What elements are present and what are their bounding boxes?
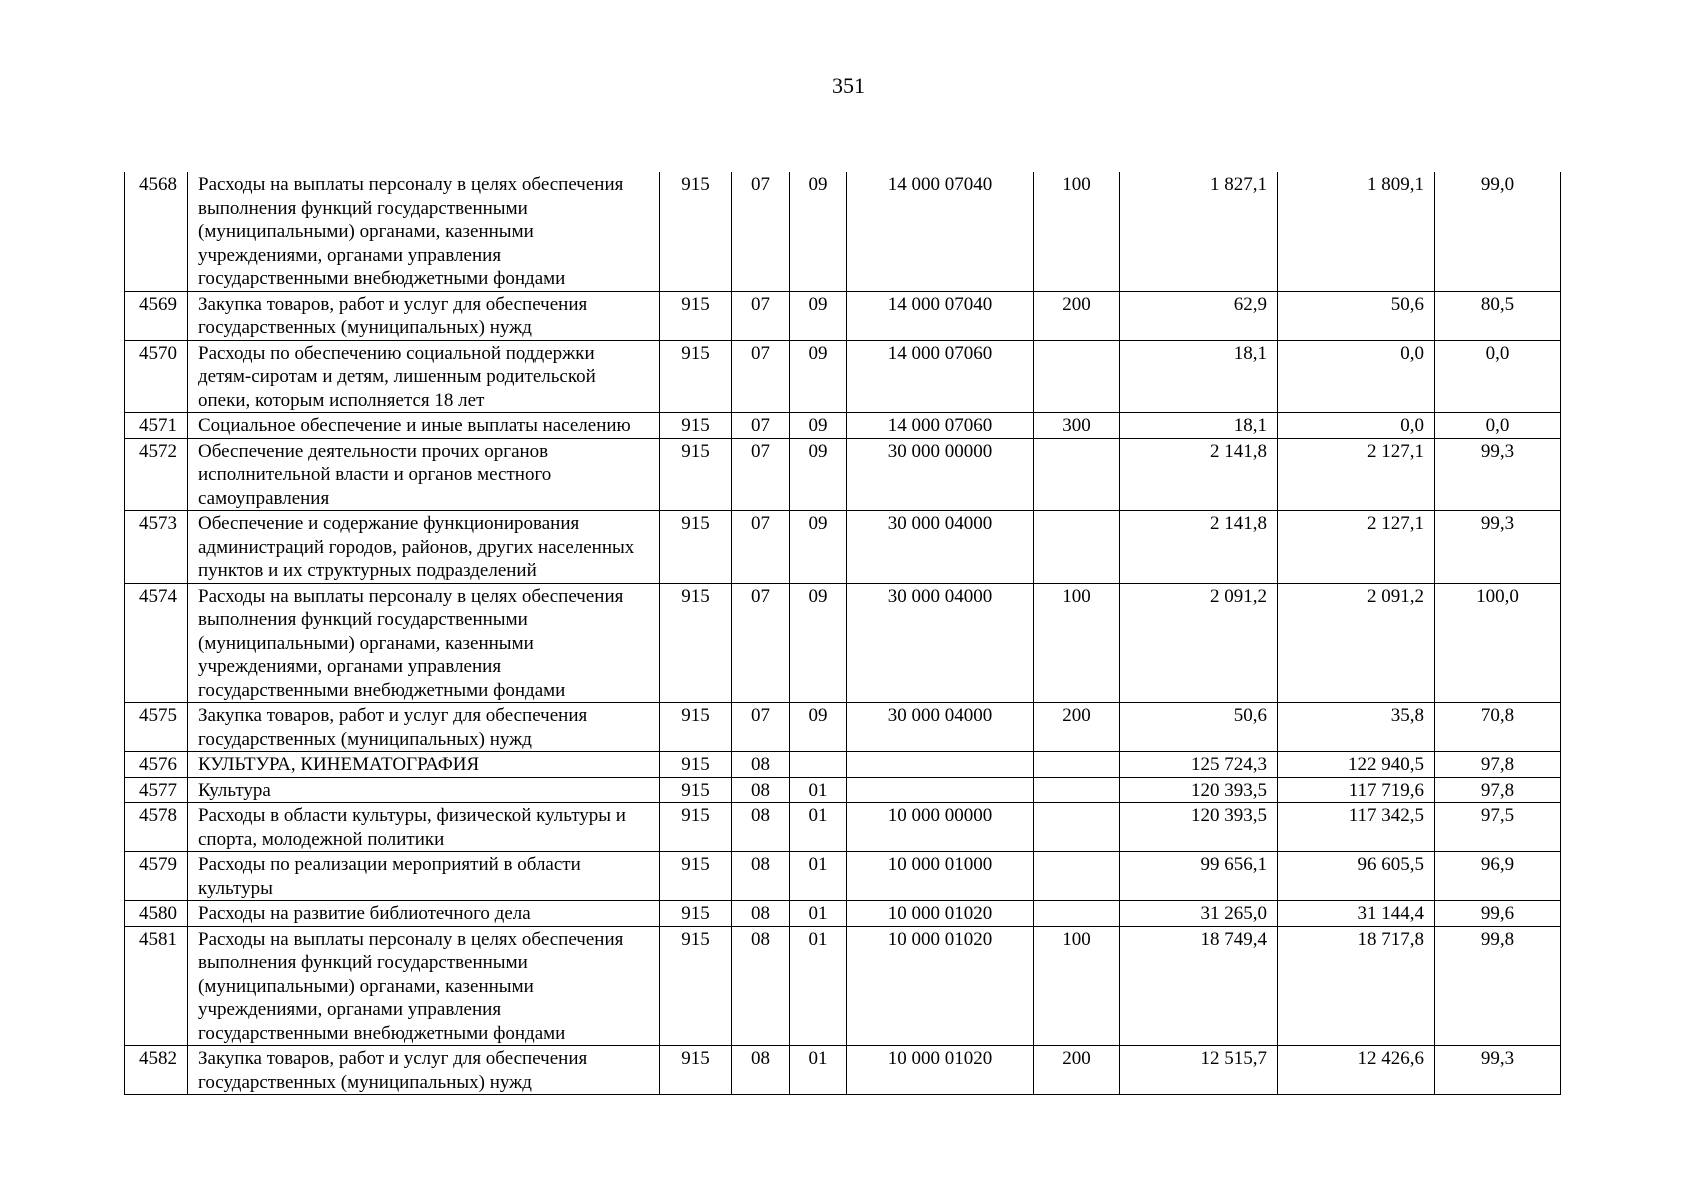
- target-article-cell: 30 000 04000: [847, 703, 1034, 752]
- expense-type-cell: [1034, 752, 1120, 778]
- expense-type-cell: 100: [1034, 583, 1120, 703]
- target-article-cell: 14 000 07060: [847, 413, 1034, 439]
- execution-percent-cell: 0,0: [1435, 340, 1561, 413]
- expense-name-cell: Расходы на выплаты персоналу в целях обеспечения выполнения функций государственными (муниципальными) органами, казенными учреждениями, органами управления государственными внебюджетными фондами: [188, 583, 660, 703]
- row-number-cell: 4580: [125, 901, 188, 927]
- planned-amount-cell: 120 393,5: [1120, 777, 1278, 803]
- row-number-cell: 4570: [125, 340, 188, 413]
- row-number-cell: 4576: [125, 752, 188, 778]
- section-code-cell: 07: [732, 703, 790, 752]
- table-row: [125, 438, 1561, 511]
- execution-percent-cell: 99,6: [1435, 901, 1561, 927]
- row-number-cell: 4571: [125, 413, 188, 439]
- subsection-code-cell: 01: [790, 926, 847, 1046]
- department-code-cell: 915: [660, 1046, 732, 1095]
- department-code-cell: 915: [660, 852, 732, 901]
- section-code-cell: 08: [732, 852, 790, 901]
- row-number-cell: 4577: [125, 777, 188, 803]
- department-code-cell: 915: [660, 511, 732, 584]
- actual-amount-cell: 0,0: [1278, 340, 1435, 413]
- target-article-cell: 10 000 00000: [847, 803, 1034, 852]
- target-article-cell: 10 000 01000: [847, 852, 1034, 901]
- target-article-cell: 14 000 07060: [847, 340, 1034, 413]
- expense-type-cell: 100: [1034, 172, 1120, 291]
- planned-amount-cell: 62,9: [1120, 291, 1278, 340]
- expense-name-cell: Расходы на выплаты персоналу в целях обеспечения выполнения функций государственными (муниципальными) органами, казенными учреждениями, органами управления государственными внебюджетными фондами: [188, 926, 660, 1046]
- execution-percent-cell: 99,0: [1435, 172, 1561, 291]
- actual-amount-cell: 96 605,5: [1278, 852, 1435, 901]
- row-number-cell: 4568: [125, 172, 188, 291]
- execution-percent-cell: 0,0: [1435, 413, 1561, 439]
- expense-name-cell: Культура: [188, 777, 660, 803]
- section-code-cell: 07: [732, 413, 790, 439]
- table-body: [125, 172, 1561, 1095]
- planned-amount-cell: 2 091,2: [1120, 583, 1278, 703]
- expense-name-cell: Закупка товаров, работ и услуг для обеспечения государственных (муниципальных) нужд: [188, 703, 660, 752]
- expense-type-cell: 200: [1034, 291, 1120, 340]
- department-code-cell: 915: [660, 926, 732, 1046]
- actual-amount-cell: 18 717,8: [1278, 926, 1435, 1046]
- expense-name-cell: Закупка товаров, работ и услуг для обеспечения государственных (муниципальных) нужд: [188, 291, 660, 340]
- table-row: [125, 926, 1561, 1046]
- execution-percent-cell: 96,9: [1435, 852, 1561, 901]
- subsection-code-cell: 09: [790, 583, 847, 703]
- section-code-cell: 08: [732, 777, 790, 803]
- table-row: [125, 1046, 1561, 1095]
- subsection-code-cell: [790, 752, 847, 778]
- execution-percent-cell: 99,8: [1435, 926, 1561, 1046]
- execution-percent-cell: 99,3: [1435, 438, 1561, 511]
- expense-type-cell: [1034, 511, 1120, 584]
- target-article-cell: [847, 752, 1034, 778]
- target-article-cell: 14 000 07040: [847, 172, 1034, 291]
- table-row: [125, 413, 1561, 439]
- subsection-code-cell: 09: [790, 703, 847, 752]
- expense-name-cell: Расходы по обеспечению социальной поддержки детям-сиротам и детям, лишенным родительской опеки, которым исполняется 18 лет: [188, 340, 660, 413]
- subsection-code-cell: 01: [790, 1046, 847, 1095]
- execution-percent-cell: 97,8: [1435, 777, 1561, 803]
- expense-type-cell: [1034, 777, 1120, 803]
- actual-amount-cell: 117 342,5: [1278, 803, 1435, 852]
- actual-amount-cell: 1 809,1: [1278, 172, 1435, 291]
- planned-amount-cell: 18 749,4: [1120, 926, 1278, 1046]
- row-number-cell: 4575: [125, 703, 188, 752]
- actual-amount-cell: 122 940,5: [1278, 752, 1435, 778]
- subsection-code-cell: 01: [790, 901, 847, 927]
- section-code-cell: 08: [732, 752, 790, 778]
- subsection-code-cell: 09: [790, 438, 847, 511]
- expense-name-cell: Расходы на развитие библиотечного дела: [188, 901, 660, 927]
- target-article-cell: 10 000 01020: [847, 1046, 1034, 1095]
- section-code-cell: 08: [732, 901, 790, 927]
- planned-amount-cell: 2 141,8: [1120, 511, 1278, 584]
- subsection-code-cell: 09: [790, 340, 847, 413]
- table-row: [125, 172, 1561, 291]
- expense-name-cell: Расходы на выплаты персоналу в целях обеспечения выполнения функций государственными (муниципальными) органами, казенными учреждениями, органами управления государственными внебюджетными фондами: [188, 172, 660, 291]
- department-code-cell: 915: [660, 413, 732, 439]
- execution-percent-cell: 99,3: [1435, 1046, 1561, 1095]
- subsection-code-cell: 01: [790, 777, 847, 803]
- execution-percent-cell: 100,0: [1435, 583, 1561, 703]
- actual-amount-cell: 117 719,6: [1278, 777, 1435, 803]
- planned-amount-cell: 31 265,0: [1120, 901, 1278, 927]
- target-article-cell: 30 000 04000: [847, 511, 1034, 584]
- expense-type-cell: [1034, 340, 1120, 413]
- budget-table: [124, 172, 1561, 1095]
- planned-amount-cell: 50,6: [1120, 703, 1278, 752]
- subsection-code-cell: 09: [790, 291, 847, 340]
- page-number: 351: [832, 73, 865, 98]
- expense-type-cell: [1034, 438, 1120, 511]
- table-row: [125, 340, 1561, 413]
- target-article-cell: 10 000 01020: [847, 926, 1034, 1046]
- actual-amount-cell: 35,8: [1278, 703, 1435, 752]
- execution-percent-cell: 97,8: [1435, 752, 1561, 778]
- table-row: [125, 777, 1561, 803]
- subsection-code-cell: 01: [790, 803, 847, 852]
- row-number-cell: 4572: [125, 438, 188, 511]
- row-number-cell: 4573: [125, 511, 188, 584]
- expense-name-cell: Закупка товаров, работ и услуг для обеспечения государственных (муниципальных) нужд: [188, 1046, 660, 1095]
- execution-percent-cell: 99,3: [1435, 511, 1561, 584]
- department-code-cell: 915: [660, 901, 732, 927]
- table-row: [125, 803, 1561, 852]
- actual-amount-cell: 50,6: [1278, 291, 1435, 340]
- execution-percent-cell: 80,5: [1435, 291, 1561, 340]
- actual-amount-cell: 2 127,1: [1278, 438, 1435, 511]
- section-code-cell: 08: [732, 803, 790, 852]
- subsection-code-cell: 01: [790, 852, 847, 901]
- actual-amount-cell: 31 144,4: [1278, 901, 1435, 927]
- section-code-cell: 08: [732, 926, 790, 1046]
- table-row: [125, 703, 1561, 752]
- execution-percent-cell: 70,8: [1435, 703, 1561, 752]
- department-code-cell: 915: [660, 752, 732, 778]
- table-row: [125, 291, 1561, 340]
- actual-amount-cell: 2 091,2: [1278, 583, 1435, 703]
- planned-amount-cell: 2 141,8: [1120, 438, 1278, 511]
- expense-type-cell: 100: [1034, 926, 1120, 1046]
- actual-amount-cell: 2 127,1: [1278, 511, 1435, 584]
- planned-amount-cell: 120 393,5: [1120, 803, 1278, 852]
- target-article-cell: 30 000 00000: [847, 438, 1034, 511]
- section-code-cell: 07: [732, 340, 790, 413]
- table-row: [125, 511, 1561, 584]
- planned-amount-cell: 125 724,3: [1120, 752, 1278, 778]
- planned-amount-cell: 1 827,1: [1120, 172, 1278, 291]
- planned-amount-cell: 99 656,1: [1120, 852, 1278, 901]
- table-row: [125, 852, 1561, 901]
- section-code-cell: 07: [732, 583, 790, 703]
- row-number-cell: 4569: [125, 291, 188, 340]
- subsection-code-cell: 09: [790, 413, 847, 439]
- table-row: [125, 901, 1561, 927]
- section-code-cell: 08: [732, 1046, 790, 1095]
- department-code-cell: 915: [660, 703, 732, 752]
- expense-name-cell: Социальное обеспечение и иные выплаты населению: [188, 413, 660, 439]
- department-code-cell: 915: [660, 291, 732, 340]
- row-number-cell: 4581: [125, 926, 188, 1046]
- department-code-cell: 915: [660, 803, 732, 852]
- row-number-cell: 4578: [125, 803, 188, 852]
- planned-amount-cell: 18,1: [1120, 340, 1278, 413]
- target-article-cell: 10 000 01020: [847, 901, 1034, 927]
- planned-amount-cell: 18,1: [1120, 413, 1278, 439]
- department-code-cell: 915: [660, 583, 732, 703]
- expense-type-cell: 200: [1034, 1046, 1120, 1095]
- expense-name-cell: Обеспечение деятельности прочих органов исполнительной власти и органов местного самоуправления: [188, 438, 660, 511]
- expense-type-cell: [1034, 901, 1120, 927]
- planned-amount-cell: 12 515,7: [1120, 1046, 1278, 1095]
- section-code-cell: 07: [732, 511, 790, 584]
- expense-name-cell: Расходы по реализации мероприятий в области культуры: [188, 852, 660, 901]
- subsection-code-cell: 09: [790, 172, 847, 291]
- row-number-cell: 4582: [125, 1046, 188, 1095]
- actual-amount-cell: 0,0: [1278, 413, 1435, 439]
- target-article-cell: [847, 777, 1034, 803]
- department-code-cell: 915: [660, 340, 732, 413]
- expense-name-cell: Обеспечение и содержание функционирования администраций городов, районов, других населенных пунктов и их структурных подразделений: [188, 511, 660, 584]
- section-code-cell: 07: [732, 172, 790, 291]
- section-code-cell: 07: [732, 438, 790, 511]
- target-article-cell: 30 000 04000: [847, 583, 1034, 703]
- section-code-cell: 07: [732, 291, 790, 340]
- row-number-cell: 4574: [125, 583, 188, 703]
- expense-type-cell: [1034, 803, 1120, 852]
- row-number-cell: 4579: [125, 852, 188, 901]
- department-code-cell: 915: [660, 172, 732, 291]
- execution-percent-cell: 97,5: [1435, 803, 1561, 852]
- table-row: [125, 583, 1561, 703]
- expense-name-cell: КУЛЬТУРА, КИНЕМАТОГРАФИЯ: [188, 752, 660, 778]
- department-code-cell: 915: [660, 438, 732, 511]
- subsection-code-cell: 09: [790, 511, 847, 584]
- expense-name-cell: Расходы в области культуры, физической культуры и спорта, молодежной политики: [188, 803, 660, 852]
- target-article-cell: 14 000 07040: [847, 291, 1034, 340]
- expense-type-cell: [1034, 852, 1120, 901]
- table-row: [125, 752, 1561, 778]
- actual-amount-cell: 12 426,6: [1278, 1046, 1435, 1095]
- department-code-cell: 915: [660, 777, 732, 803]
- expense-type-cell: 300: [1034, 413, 1120, 439]
- expense-type-cell: 200: [1034, 703, 1120, 752]
